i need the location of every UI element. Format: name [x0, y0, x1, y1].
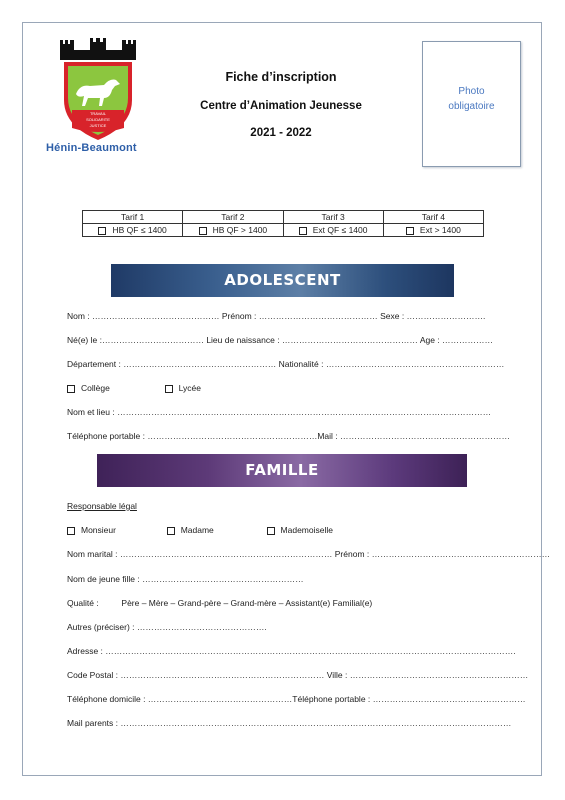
- etablissement-line: [67, 383, 201, 393]
- mademoiselle-checkbox[interactable]: [267, 527, 275, 535]
- photo-label-1: Photo: [458, 86, 485, 97]
- madame-checkbox[interactable]: [167, 527, 175, 535]
- nom-lieu-line[interactable]: Nom et lieu : ……………………………………………………………………………………………………………………: [67, 407, 492, 417]
- tarif-header-1: Tarif 1: [83, 211, 183, 224]
- checkbox[interactable]: [199, 227, 207, 235]
- responsable-legal-heading: Responsable légal: [67, 501, 137, 511]
- departement-line[interactable]: Département : ……………………………………………… Nationalité : ………………………………………………………: [67, 359, 505, 369]
- hénin-beaumont-logo: [58, 38, 138, 143]
- photo-label-2: obligatoire: [448, 101, 495, 112]
- mademoiselle-label: Mademoiselle: [280, 525, 333, 535]
- tarif-option-2[interactable]: [183, 224, 283, 237]
- nom-marital-line[interactable]: Nom marital : ………………………………………………………………… Prénom : ………………………………………………………: [67, 549, 551, 559]
- checkbox[interactable]: [299, 227, 307, 235]
- lycee-label: Lycée: [178, 383, 201, 393]
- adresse-line[interactable]: Adresse : ……………………………………………………………………………………………………………………………….: [67, 646, 516, 656]
- svg-text:TRAVAIL: TRAVAIL: [89, 111, 107, 116]
- photo-box[interactable]: [422, 41, 521, 167]
- tarif-option-label: Ext QF ≤ 1400: [312, 225, 368, 235]
- form-year: 2021 - 2022: [250, 127, 312, 139]
- tarif-option-label: Ext > 1400: [419, 225, 461, 235]
- form-subtitle: Centre d’Animation Jeunesse: [200, 100, 362, 112]
- mail-parents-line[interactable]: Mail parents : …………………………………………………………………………………………………………………………: [67, 718, 512, 728]
- tarif-table: [82, 210, 484, 237]
- form-title: Fiche d’inscription: [225, 70, 337, 84]
- checkbox[interactable]: [406, 227, 414, 235]
- naissance-line[interactable]: Né(e) le :……………………………… Lieu de naissance : ………………………………………… Age : ………………: [67, 335, 494, 345]
- qualite-options[interactable]: Père – Mère – Grand-père – Grand-mère – Assistant(e) Familial(e): [121, 598, 373, 608]
- college-checkbox[interactable]: [67, 385, 75, 393]
- telephones-line[interactable]: Téléphone domicile : ……………………………………………Téléphone portable : ………………………………………………: [67, 694, 526, 704]
- autres-line[interactable]: Autres (préciser) : ……………………………………….: [67, 622, 267, 632]
- famille-banner: FAMILLE: [97, 454, 467, 487]
- civilite-line: [67, 525, 333, 535]
- tarif-option-label: HB QF > 1400: [212, 225, 268, 235]
- college-label: Collège: [81, 383, 110, 393]
- lycee-checkbox[interactable]: [165, 385, 173, 393]
- code-postal-ville-line[interactable]: Code Postal : ……………………………………………………………… Ville : ………………………………………………………: [67, 670, 529, 680]
- nom-jeune-fille-line[interactable]: Nom de jeune fille : …………………………………………………: [67, 574, 304, 584]
- telephone-mail-line[interactable]: Téléphone portable : ……………………………………………………Mail : ……………………………………………………: [67, 431, 511, 441]
- tarif-header-3: Tarif 3: [283, 211, 383, 224]
- adolescent-banner: ADOLESCENT: [111, 264, 454, 297]
- monsieur-label: Monsieur: [81, 525, 116, 535]
- monsieur-checkbox[interactable]: [67, 527, 75, 535]
- madame-label: Madame: [180, 525, 214, 535]
- checkbox[interactable]: [98, 227, 106, 235]
- qualite-line: [67, 598, 372, 608]
- nom-prenom-sexe-line[interactable]: Nom : ……………………………………… Prénom : …………………………………… Sexe : ……………………….: [67, 311, 486, 321]
- qualite-label: Qualité :: [67, 598, 99, 608]
- tarif-option-3[interactable]: [283, 224, 383, 237]
- town-name: Hénin-Beaumont: [46, 142, 137, 154]
- tarif-header-4: Tarif 4: [383, 211, 483, 224]
- tarif-header-2: Tarif 2: [183, 211, 283, 224]
- tarif-option-1[interactable]: [83, 224, 183, 237]
- svg-text:SOLIDARITE: SOLIDARITE: [86, 117, 110, 122]
- tarif-option-label: HB QF ≤ 1400: [112, 225, 167, 235]
- svg-text:JUSTICE: JUSTICE: [89, 123, 107, 128]
- tarif-option-4[interactable]: [383, 224, 483, 237]
